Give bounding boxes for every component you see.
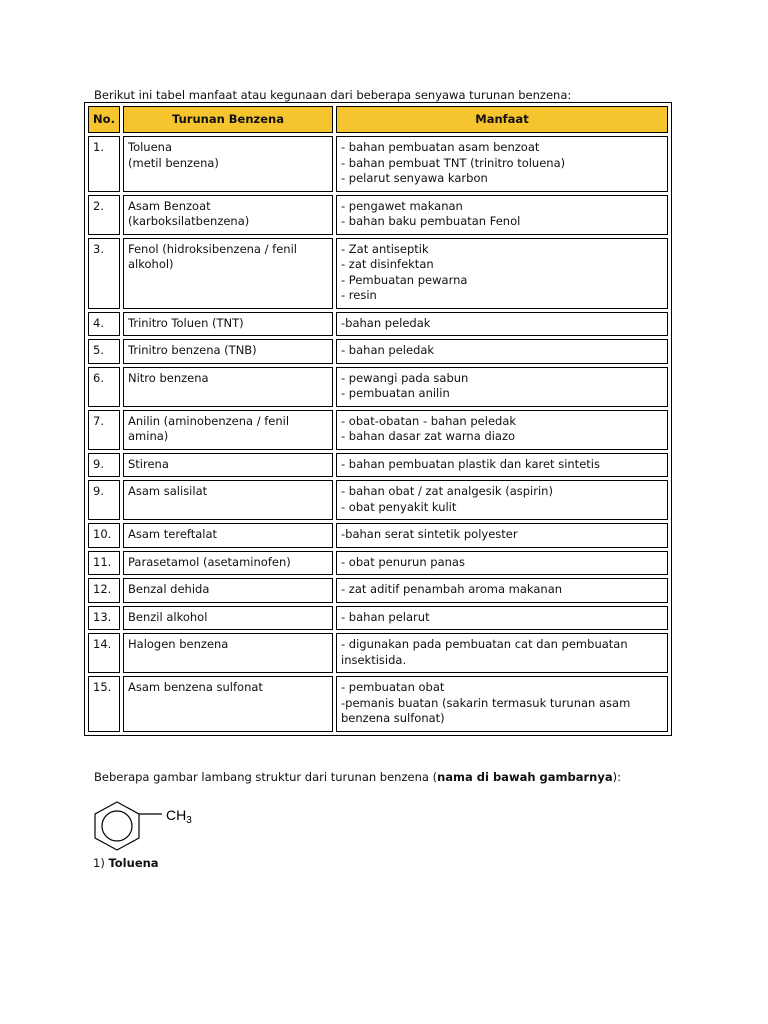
manfaat-line: - bahan peledak [341,343,435,357]
figure-name: Toluena [108,856,159,870]
turunan-line: Stirena [128,456,169,471]
cell-manfaat [336,136,668,192]
cell-no: 10. [88,523,120,548]
manfaat-line: - resin [341,288,377,302]
cell-manfaat [336,676,668,732]
cell-no: 9. [88,453,120,478]
table-row [88,453,668,478]
table-row [88,312,668,337]
manfaat-line: - digunakan pada pembuatan cat dan pembuatan insektisida. [341,637,628,667]
turunan-line: Anilin (aminobenzena / fenil amina) [128,413,290,443]
manfaat-line: - obat-obatan - bahan peledak [341,413,517,428]
manfaat-line: - zat disinfektan [341,257,434,271]
manfaat-line: - bahan pembuat TNT (trinitro toluena) [341,155,566,170]
cell-no: 3. [88,238,120,309]
table-row [88,551,668,576]
turunan-line: (metil benzena) [128,155,219,170]
cell-turunan [123,339,333,364]
turunan-line: Halogen benzena [128,637,229,651]
table-row [88,676,668,732]
benzene-derivatives-table-container [84,102,672,736]
table-row [88,195,668,235]
structure-intro-post: ): [612,770,621,784]
table-body [88,136,668,732]
cell-turunan [123,195,333,235]
manfaat-line: - Zat antiseptik [341,241,429,256]
manfaat-line: -bahan peledak [341,315,431,330]
cell-turunan [123,410,333,450]
cell-turunan [123,676,333,732]
cell-manfaat [336,195,668,235]
cell-manfaat [336,238,668,309]
manfaat-line: - pembuatan obat [341,680,445,694]
cell-no: 1. [88,136,120,192]
cell-turunan [123,551,333,576]
manfaat-line: - bahan obat / zat analgesik (aspirin) [341,484,553,498]
manfaat-line: - pewangi pada sabun [341,370,469,385]
cell-manfaat [336,551,668,576]
table-row [88,367,668,407]
benzene-derivatives-table [84,102,672,736]
table-row [88,238,668,309]
cell-manfaat [336,578,668,603]
table-row [88,578,668,603]
turunan-line: Toluena [128,140,173,154]
benzene-ring-circle [102,811,132,841]
manfaat-line: - bahan pembuatan plastik dan karet sintetis [341,456,600,471]
cell-turunan [123,633,333,673]
cell-no: 12. [88,578,120,603]
cell-manfaat [336,480,668,520]
cell-no: 14. [88,633,120,673]
methyl-group-label: CH [166,807,187,823]
turunan-line: (karboksilatbenzena) [128,214,250,228]
turunan-line: Benzil alkohol [128,609,208,624]
methyl-subscript: 3 [186,815,192,826]
header-manfaat: Manfaat [336,106,668,133]
table-header-row [88,106,668,133]
cell-no: 13. [88,606,120,631]
cell-manfaat [336,633,668,673]
turunan-line: Trinitro benzena (TNB) [128,343,257,357]
turunan-line: Trinitro Toluen (TNT) [128,315,244,330]
manfaat-line: - pelarut senyawa karbon [341,171,488,185]
turunan-line: Asam tereftalat [128,527,218,541]
table-row [88,606,668,631]
turunan-line: Asam benzena sulfonat [128,680,263,694]
structure-intro-text [94,770,621,784]
cell-manfaat [336,410,668,450]
cell-turunan [123,578,333,603]
cell-no: 4. [88,312,120,337]
manfaat-line: -pemanis buatan (sakarin termasuk turunan asam benzena sulfonat) [341,695,631,725]
turunan-line: Asam salisilat [128,484,208,498]
manfaat-line: - zat aditif penambah aroma makanan [341,582,563,596]
turunan-line: Parasetamol (asetaminofen) [128,554,291,569]
table-row [88,480,668,520]
manfaat-line: - bahan pelarut [341,609,430,624]
cell-no: 11. [88,551,120,576]
cell-turunan [123,136,333,192]
table-row [88,136,668,192]
manfaat-line: - bahan dasar zat warna diazo [341,429,516,443]
manfaat-line: - pengawet makanan [341,198,463,213]
turunan-line: Fenol (hidroksibenzena / fenil alkohol) [128,241,297,271]
structure-intro-bold: nama di bawah gambarnya [437,770,613,784]
intro-text: Berikut ini tabel manfaat atau kegunaan dari beberapa senyawa turunan benzena: [94,88,572,102]
cell-turunan [123,480,333,520]
manfaat-line: - Pembuatan pewarna [341,272,468,287]
structure-intro-pre: Beberapa gambar lambang struktur dari turunan benzena ( [94,770,438,784]
table-row [88,523,668,548]
svg-text:CH3 [166,807,192,826]
table-row [88,633,668,673]
cell-turunan [123,523,333,548]
cell-no: 15. [88,676,120,732]
turunan-line: Nitro benzena [128,370,209,385]
header-turunan: Turunan Benzena [123,106,333,133]
cell-manfaat [336,453,668,478]
cell-no: 2. [88,195,120,235]
manfaat-line: - pembuatan anilin [341,386,450,400]
cell-no: 6. [88,367,120,407]
turunan-line: Asam Benzoat [128,198,211,213]
turunan-line: Benzal dehida [128,582,210,596]
cell-manfaat [336,312,668,337]
cell-turunan [123,606,333,631]
manfaat-line: - bahan pembuatan asam benzoat [341,140,540,154]
manfaat-line: -bahan serat sintetik polyester [341,527,518,541]
cell-turunan [123,312,333,337]
cell-manfaat [336,367,668,407]
header-no: No. [88,106,120,133]
figure-number: 1) [93,856,105,870]
cell-turunan [123,238,333,309]
cell-no: 9. [88,480,120,520]
cell-turunan [123,453,333,478]
cell-turunan [123,367,333,407]
table-row [88,410,668,450]
cell-no: 7. [88,410,120,450]
figure-caption [93,856,159,870]
manfaat-line: - obat penurun panas [341,554,465,569]
cell-manfaat [336,606,668,631]
cell-manfaat [336,339,668,364]
manfaat-line: - bahan baku pembuatan Fenol [341,214,521,228]
toluene-structure-figure [90,800,200,856]
cell-manfaat [336,523,668,548]
cell-no: 5. [88,339,120,364]
table-row [88,339,668,364]
manfaat-line: - obat penyakit kulit [341,499,457,514]
